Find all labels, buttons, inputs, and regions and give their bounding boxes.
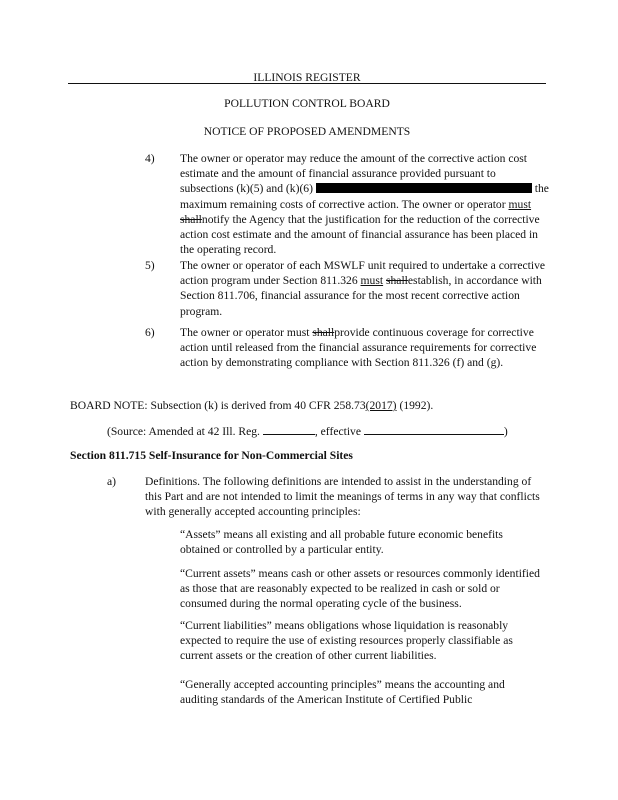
register-title: ILLINOIS REGISTER [253, 71, 361, 84]
definition-current-assets: “Current assets” means cash or other assets or resources commonly identified as those that are reasonably expected to be realized in cash or sold or consumed during the normal operating cycle of the business. [180, 567, 540, 611]
source-close: ) [503, 425, 508, 438]
item-4-part1: The owner or operator may reduce the amount of the corrective action cost estimate and the amount of financial assurance provided pursuant to subsections (k)(5) and (k)(6) [180, 152, 528, 196]
item-6-shall-deleted: shall [312, 326, 335, 339]
subsection-a-number: a) [107, 475, 117, 488]
definition-gaap: “Generally accepted accounting principles” means the accounting and auditing standards of the American Institute of Certified Public [180, 678, 505, 707]
item-5-shall-deleted: shall [386, 274, 408, 288]
source-text: (Source: Amended at 42 Ill. Reg. [107, 425, 260, 438]
item-6-part1: The owner or operator must [180, 326, 310, 339]
item-6-number: 6) [145, 326, 155, 339]
item-4-must-inserted: must [508, 197, 532, 211]
board-note-prefix: BOARD NOTE: Subsection (k) is derived from 40 CFR 258.73 [70, 399, 366, 412]
definition-assets: “Assets” means all existing and all probable future economic benefits obtained or controlled by a particular entity. [180, 528, 503, 557]
item-5-text [180, 258, 552, 319]
source-blank-reg [263, 434, 315, 435]
board-note-year-added: (2017) [365, 399, 397, 412]
source-line [107, 424, 547, 439]
item-5-part1: The owner or operator of each MSWLF unit required to undertake a corrective action program under Section 811.326 [180, 259, 546, 288]
header-rule [68, 83, 546, 84]
source-blank-effective [364, 434, 504, 435]
item-4-part2: the maximum remaining costs of corrective action. The owner or operator [180, 182, 549, 211]
definition-current-liabilities: “Current liabilities” means obligations whose liquidation is reasonably expected to require the use of existing resources properly classifiable as current assets or the creation of other current liabilities. [180, 619, 513, 663]
item-6-part2: provide continuous coverage for corrective action until released from the financial assurance requirements for corrective action by demonstrating compliance with Section 811.326 (f) and (g). [180, 326, 537, 370]
item-4-text [180, 151, 552, 257]
item-4-number: 4) [145, 152, 155, 165]
section-heading: Section 811.715 Self-Insurance for Non-Commercial Sites [70, 449, 353, 462]
item-5-number: 5) [145, 259, 155, 272]
source-effective: , effective [314, 425, 361, 438]
redaction-block [316, 183, 532, 193]
item-4-part3: notify the Agency that the justification for the reduction of the corrective action cost estimate and the amount of financial assurance has been placed in the operating record. [180, 212, 540, 257]
item-5-must-inserted: must [360, 274, 384, 288]
board-note-suffix: (1992). [399, 399, 434, 412]
item-4-shall-deleted: shall [180, 212, 202, 226]
subsection-a-text: Definitions. The following definitions are intended to assist in the understanding of this Part and are not intended to limit the meanings of terms in any way that conflicts with generally accepted accounting principles: [145, 475, 540, 519]
item-5-part2: establish, in accordance with Section 811.706, financial assurance for the most recent corrective action program. [180, 274, 542, 318]
board-note [70, 398, 550, 413]
board-title: POLLUTION CONTROL BOARD [224, 97, 390, 110]
item-6-text [180, 325, 552, 371]
notice-title: NOTICE OF PROPOSED AMENDMENTS [203, 125, 411, 138]
